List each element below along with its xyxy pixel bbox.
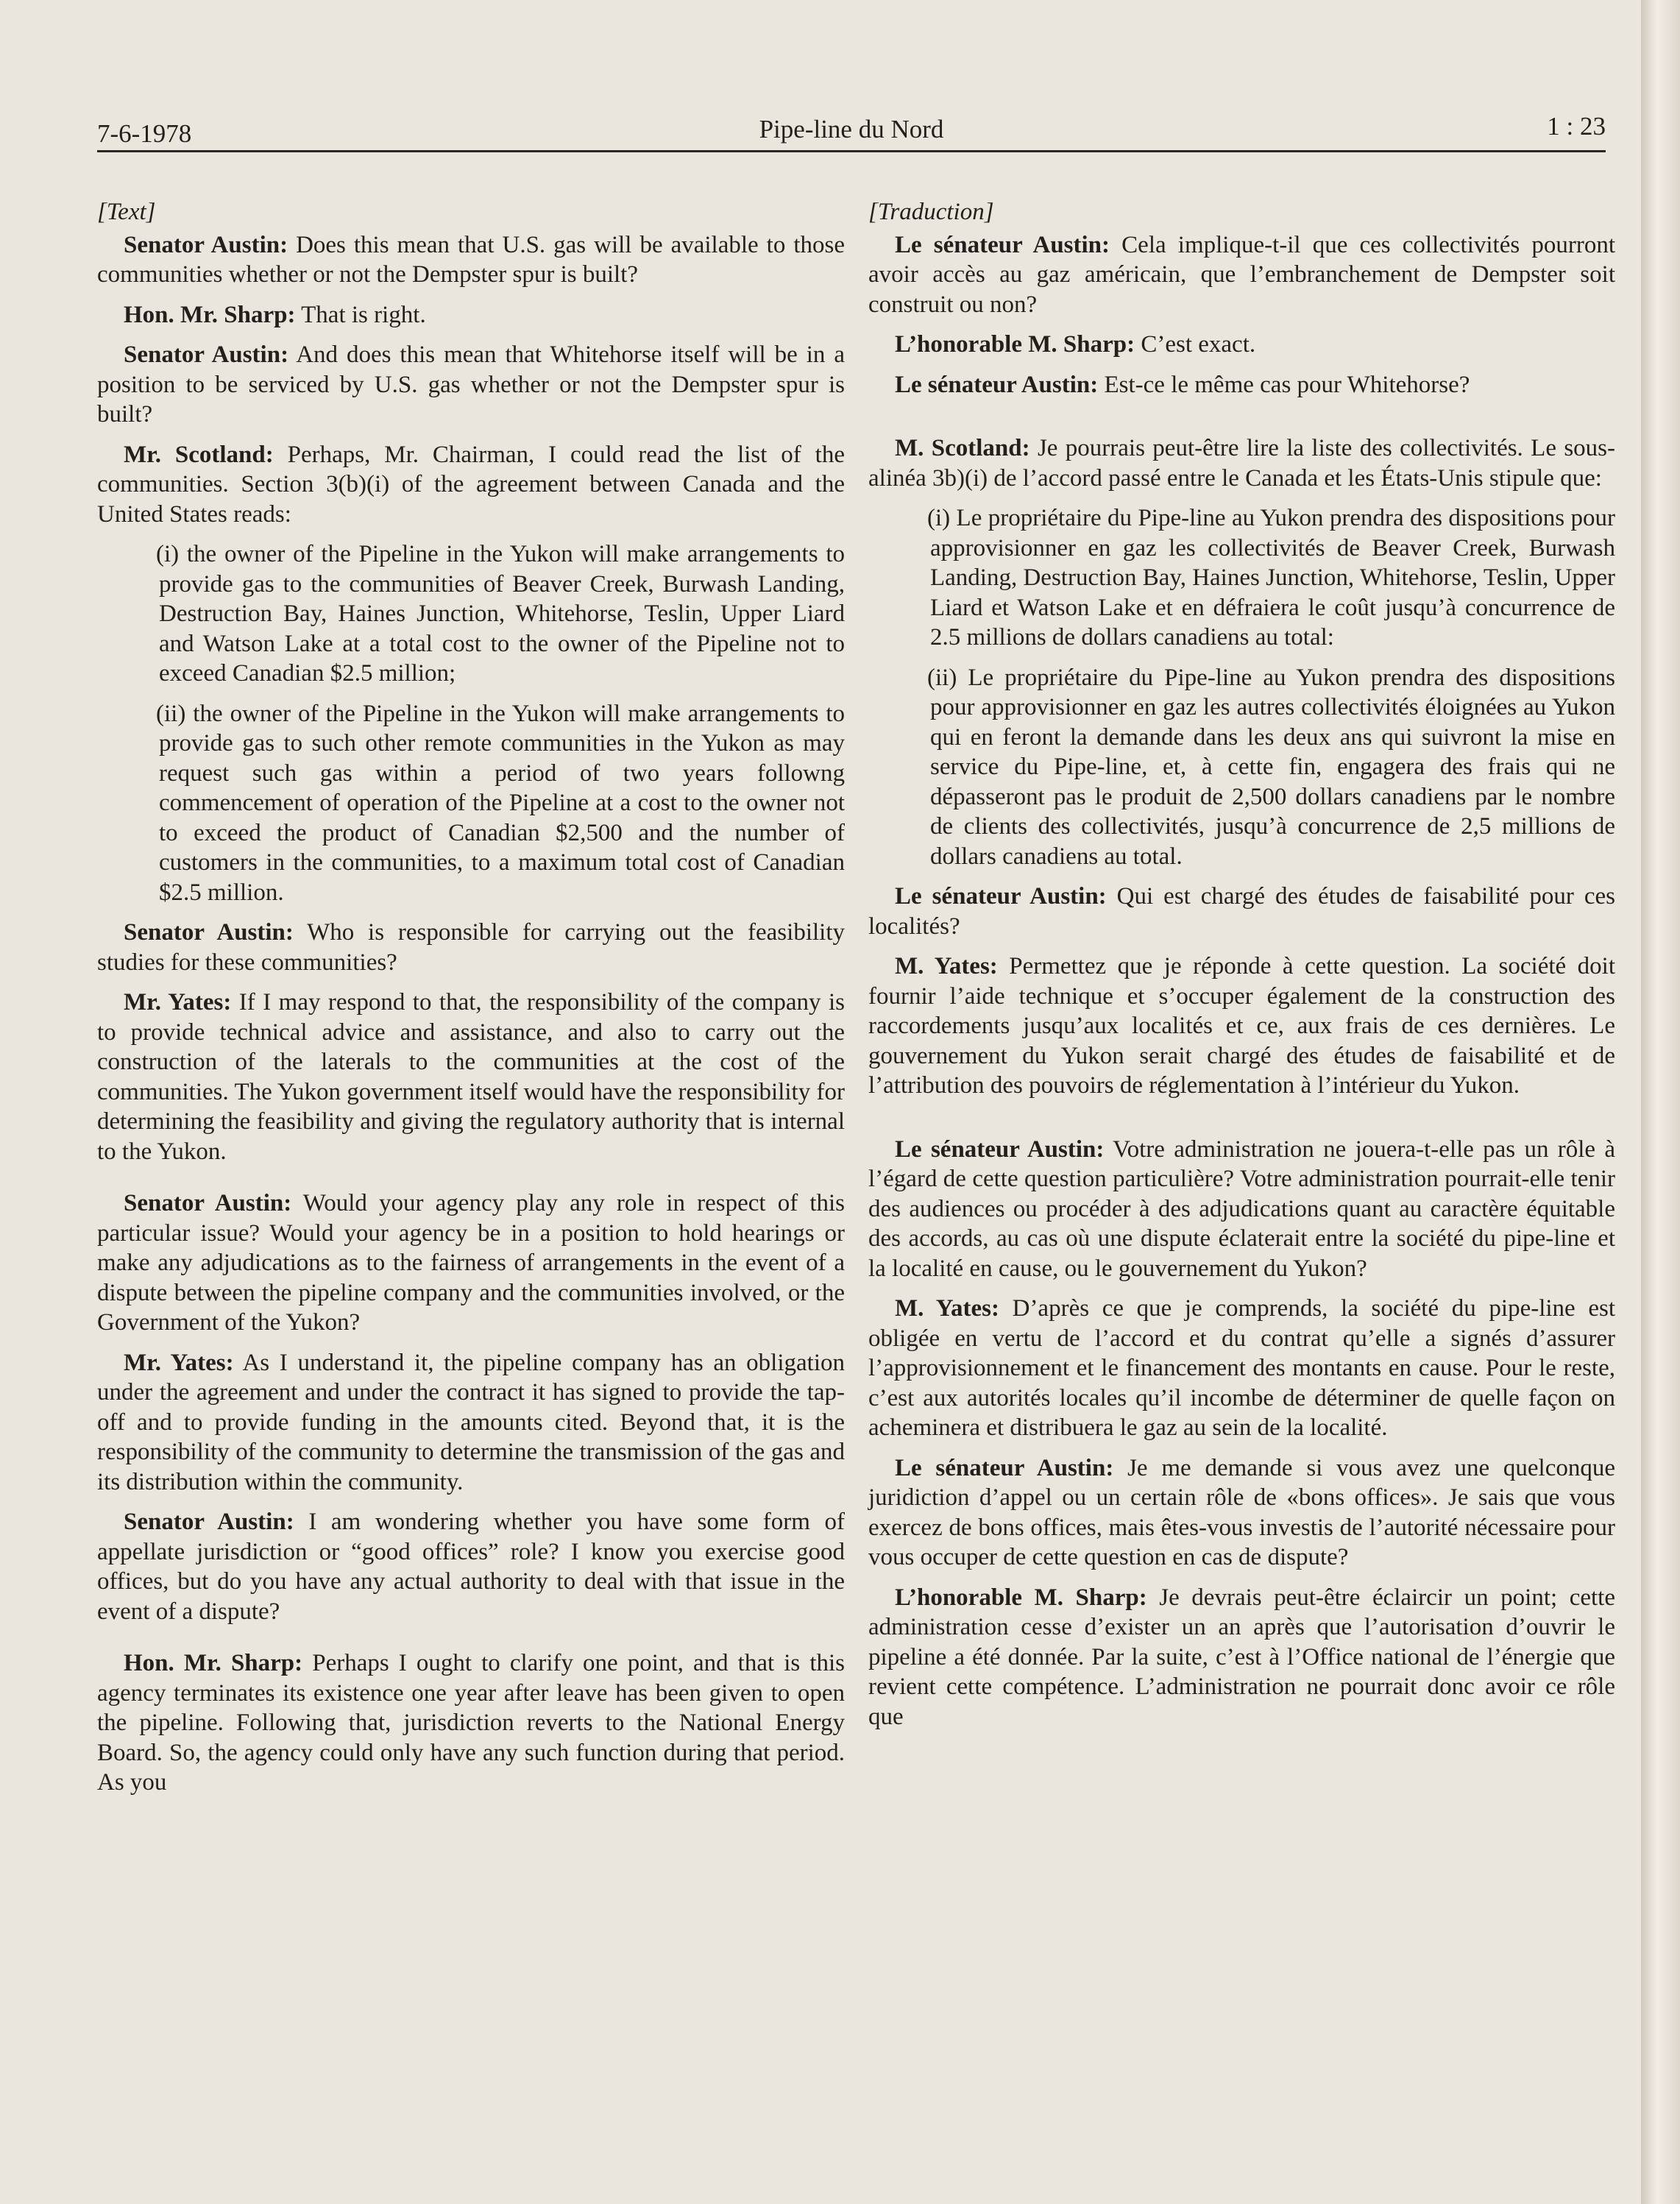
paragraph xyxy=(97,1648,845,1798)
quoted-clause xyxy=(156,539,845,689)
paragraph xyxy=(868,1583,1615,1732)
paragraph xyxy=(97,230,845,290)
header-date: 7-6-1978 xyxy=(97,119,192,148)
paragraph xyxy=(868,330,1615,360)
speaker-name: Senator Austin: xyxy=(124,231,288,258)
paragraph-text: Who is responsible for carrying out the feasibility studies for these communities? xyxy=(97,919,845,976)
paragraph xyxy=(97,918,845,977)
paragraph-text: Je devrais peut-être éclaircir un point; cette administration cesse d’exister un an après que l’autorisation d’ouvrir le pipeline a été donnée. Par la suite, c’est à l’Office national de l’énergie que revient cette compétence. L’administration ne pourrait donc avoir ce rôle que xyxy=(868,1584,1615,1730)
paragraph xyxy=(97,988,845,1166)
paragraph-text: Qui est chargé des études de faisabilité pour ces localités? xyxy=(868,883,1615,940)
paragraph-text: Je pourrais peut-être lire la liste des collectivités. Le sous-alinéa 3b)(i) de l’accord passé entre le Canada et les États-Unis stipule que: xyxy=(868,435,1615,492)
speaker-name: Senator Austin: xyxy=(124,341,289,368)
paragraph xyxy=(97,300,845,330)
quoted-clause xyxy=(927,503,1615,653)
paragraph xyxy=(868,370,1615,400)
paragraph-text: (ii) Le propriétaire du Pipe-line au Yukon prendra des dispositions pour approvisionner en gaz les autres collectivités éloignées au Yukon qui en feront la demande dans les deux ans qui suivront la mise en service du Pipe-line, et, à cette fin, engagera des frais qui ne dépasseront pas le produit de 2,500 dollars canadiens par le nombre de clients des collectivités, jusqu’à concurrence de 2,5 millions de dollars canadiens au total. xyxy=(927,664,1615,870)
header-page-number: 1 : 23 xyxy=(1547,112,1606,141)
page-header xyxy=(97,112,1606,156)
paragraph-text: Would your agency play any role in respect of this particular issue? Would your agency be in a position to hold hearings or make any adjudications as to the fairness of arrangements in the event of a dispute between the pipeline company and the communities involved, or the Government of the Yukon? xyxy=(97,1190,845,1336)
speaker-name: Mr. Yates: xyxy=(124,989,232,1016)
paragraph xyxy=(97,1507,845,1626)
paragraph-text: Does this mean that U.S. gas will be available to those communities whether or not the Dempster spur is built? xyxy=(97,231,845,288)
paragraph xyxy=(868,230,1615,320)
speaker-name: M. Scotland: xyxy=(895,435,1030,461)
speaker-name: M. Yates: xyxy=(895,1295,999,1322)
speaker-name: Le sénateur Austin: xyxy=(895,1454,1114,1481)
page-edge xyxy=(1641,0,1680,2204)
paragraph xyxy=(97,1348,845,1498)
speaker-name: Hon. Mr. Sharp: xyxy=(124,1650,303,1676)
paragraph-text: (i) the owner of the Pipeline in the Yukon will make arrangements to provide gas to the communities of Beaver Creek, Burwash Landing, Destruction Bay, Haines Junction, Whitehorse, Teslin, Upper Liard and Watson Lake at a total cost to the owner of the Pipeline not to exceed Canadian $2.5 million; xyxy=(156,541,845,687)
paragraph xyxy=(97,440,845,530)
english-column xyxy=(97,197,845,1808)
paragraph-text: Votre administration ne jouera-t-elle pas un rôle à l’égard de cette question particulière? Votre administration pourrait-elle tenir des audiences ou procéder à des adjudications quant au caractère équitable des accords, au cas où une dispute éclaterait entre la société du pipe-line et la localité en cause, ou le gouvernement du Yukon? xyxy=(868,1135,1615,1282)
speaker-name: Le sénateur Austin: xyxy=(895,883,1107,910)
speaker-name: Mr. Scotland: xyxy=(124,441,274,468)
speaker-name: Senator Austin: xyxy=(124,919,294,946)
speaker-name: Hon. Mr. Sharp: xyxy=(124,301,296,328)
header-rule xyxy=(97,150,1606,152)
paragraph xyxy=(868,1135,1615,1284)
column-tag: [Traduction] xyxy=(868,199,994,225)
header-title: Pipe-line du Nord xyxy=(759,115,944,143)
paragraph-text: Est-ce le même cas pour Whitehorse? xyxy=(1098,371,1470,398)
paragraph-text: Permettez que je réponde à cette question. La société doit fournir l’aide technique et s’occuper également de la construction des raccordements jusqu’aux localités et ce, aux frais de ces dernières. Le gouvernement du Yukon serait chargé des études de faisabilité et de l’attribution des pouvoirs de réglementation à l’intérieur du Yukon. xyxy=(868,953,1615,1099)
speaker-name: Le sénateur Austin: xyxy=(895,1135,1105,1163)
speaker-name: Senator Austin: xyxy=(124,1190,292,1216)
paragraph-text: Cela implique-t-il que ces collectivités pourront avoir accès au gaz américain, que l’embranchement de Dempster soit construit ou non? xyxy=(868,231,1616,318)
speaker-name: L’honorable M. Sharp: xyxy=(895,1584,1147,1611)
paragraph-text: (i) Le propriétaire du Pipe-line au Yukon prendra des dispositions pour approvisionner en gaz les collectivités de Beaver Creek, Burwash Landing, Destruction Bay, Haines Junction, Whitehorse, Teslin, Upper Liard et Watson Lake et en défraiera le coût jusqu’à concurrence de 2.5 millions de dollars canadiens au total: xyxy=(927,505,1615,651)
paragraph-text: I am wondering whether you have some form of appellate jurisdiction or “good offices” role? I know you exercise good offices, but do you have any actual authority to deal with that issue in the event of a dispute? xyxy=(97,1509,846,1625)
speaker-name: Senator Austin: xyxy=(124,1509,294,1535)
paragraph-text: As I understand it, the pipeline company has an obligation under the agreement and under the contract it has signed to provide the tap-off and to provide funding in the amounts cited. Beyond that, it is the responsibility of the community to determine the transmission of the gas and its distribution within the community. xyxy=(97,1349,846,1495)
french-column xyxy=(868,197,1615,1742)
paragraph-text: (ii) the owner of the Pipeline in the Yukon will make arrangements to provide gas to such other remote communities in the Yukon as may request such gas within a period of two years followng commencement of operation of the Pipeline at a cost to the owner not to exceed the product of Canadian $2,500 and the number of customers in the communities, to a maximum total cost of Canadian $2.5 million. xyxy=(156,700,845,906)
paragraph-text: That is right. xyxy=(295,301,426,328)
speaker-name: Le sénateur Austin: xyxy=(895,231,1110,258)
paragraph-text: Perhaps I ought to clarify one point, and that is this agency terminates its existence one year after leave has been given to open the pipeline. Following that, jurisdiction reverts to the National Energy Board. So, the agency could only have any such function during that period. As you xyxy=(97,1650,846,1796)
paragraph-text: Je me demande si vous avez une quelconque juridiction d’appel ou un certain rôle de «bons offices». Je sais que vous exercez de bons offices, mais êtes-vous investis de l’autorité nécessaire pour vous occuper de cette question en cas de dispute? xyxy=(868,1454,1616,1570)
quoted-clause xyxy=(156,699,845,908)
paragraph xyxy=(97,340,845,430)
paragraph-text: C’est exact. xyxy=(1135,331,1256,358)
paragraph-text: Perhaps, Mr. Chairman, I could read the list of the communities. Section 3(b)(i) of the agreement between Canada and the United States reads: xyxy=(97,441,845,528)
paragraph-text: D’après ce que je comprends, la société du pipe-line est obligée en vertu de l’accord et du contrat qu’elle a signés d’assurer l’approvisionnement et le financement des montants en cause. Pour le reste, c’est aux autorités locales qu’il incombe de déterminer de quelle façon on acheminera et distribuera le gaz au sein de la localité. xyxy=(868,1295,1615,1441)
quoted-clause xyxy=(927,663,1615,872)
speaker-name: M. Yates: xyxy=(895,953,998,979)
speaker-name: L’honorable M. Sharp: xyxy=(895,331,1135,358)
speaker-name: Le sénateur Austin: xyxy=(895,371,1099,398)
speaker-name: Mr. Yates: xyxy=(124,1349,234,1376)
paragraph xyxy=(868,882,1615,941)
paragraph xyxy=(868,952,1615,1101)
paragraph-text: And does this mean that Whitehorse itself will be in a position to be serviced by U.S. gas whether or not the Dempster spur is built? xyxy=(97,341,845,428)
column-tag: [Text] xyxy=(97,199,156,225)
paragraph xyxy=(868,1294,1615,1443)
paragraph-text: If I may respond to that, the responsibility of the company is to provide technical advice and assistance, and also to carry out the construction of the laterals to the communities at the cost of the communities. The Yukon government itself would have the responsibility for determining the feasibility and giving the regulatory authority that is internal to the Yukon. xyxy=(97,989,846,1165)
paragraph xyxy=(97,1188,845,1338)
paragraph xyxy=(868,1453,1615,1573)
paragraph xyxy=(868,433,1615,493)
